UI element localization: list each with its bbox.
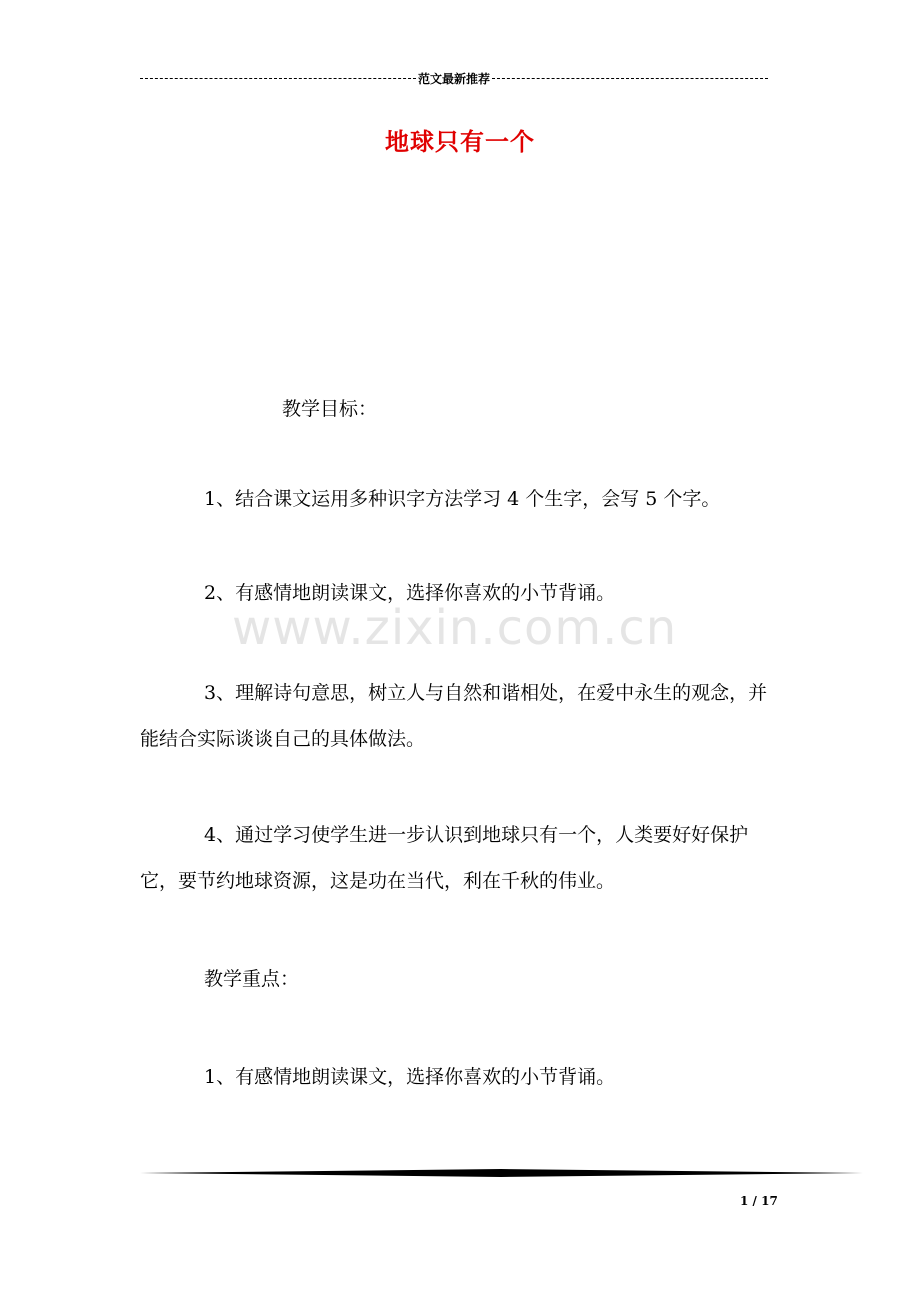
section-heading-objectives: 教学目标： [282, 398, 378, 420]
header-dash-right [492, 78, 768, 79]
footer-rule [140, 1168, 863, 1178]
objective-item-2: 2、有感情地朗读课文，选择你喜欢的小节背诵。 [204, 582, 616, 604]
key-point-item-1: 1、有感情地朗读课文，选择你喜欢的小节背诵。 [204, 1066, 616, 1088]
objective-item-4: 4、通过学习使学生进一步认识到地球只有一个，人类要好好保护它，要节约地球资源，这是功在当代，利在千秋的伟业。 [140, 824, 749, 892]
header-dash-left [140, 78, 416, 79]
watermark: www.zixin.com.cn [232, 600, 678, 656]
document-title: 地球只有一个 [385, 128, 535, 156]
page-header [140, 68, 768, 88]
section-heading-key-points: 教学重点： [204, 968, 300, 990]
objective-item-3: 3、理解诗句意思，树立人与自然和谐相处，在爱中永生的观念，并能结合实际谈谈自己的具体做法。 [140, 682, 768, 750]
header-label: 范文最新推荐 [418, 71, 491, 86]
page-number: 1 / 17 [740, 1194, 778, 1208]
objective-item-1: 1、结合课文运用多种识字方法学习 4 个生字，会写 5 个字。 [204, 488, 721, 510]
